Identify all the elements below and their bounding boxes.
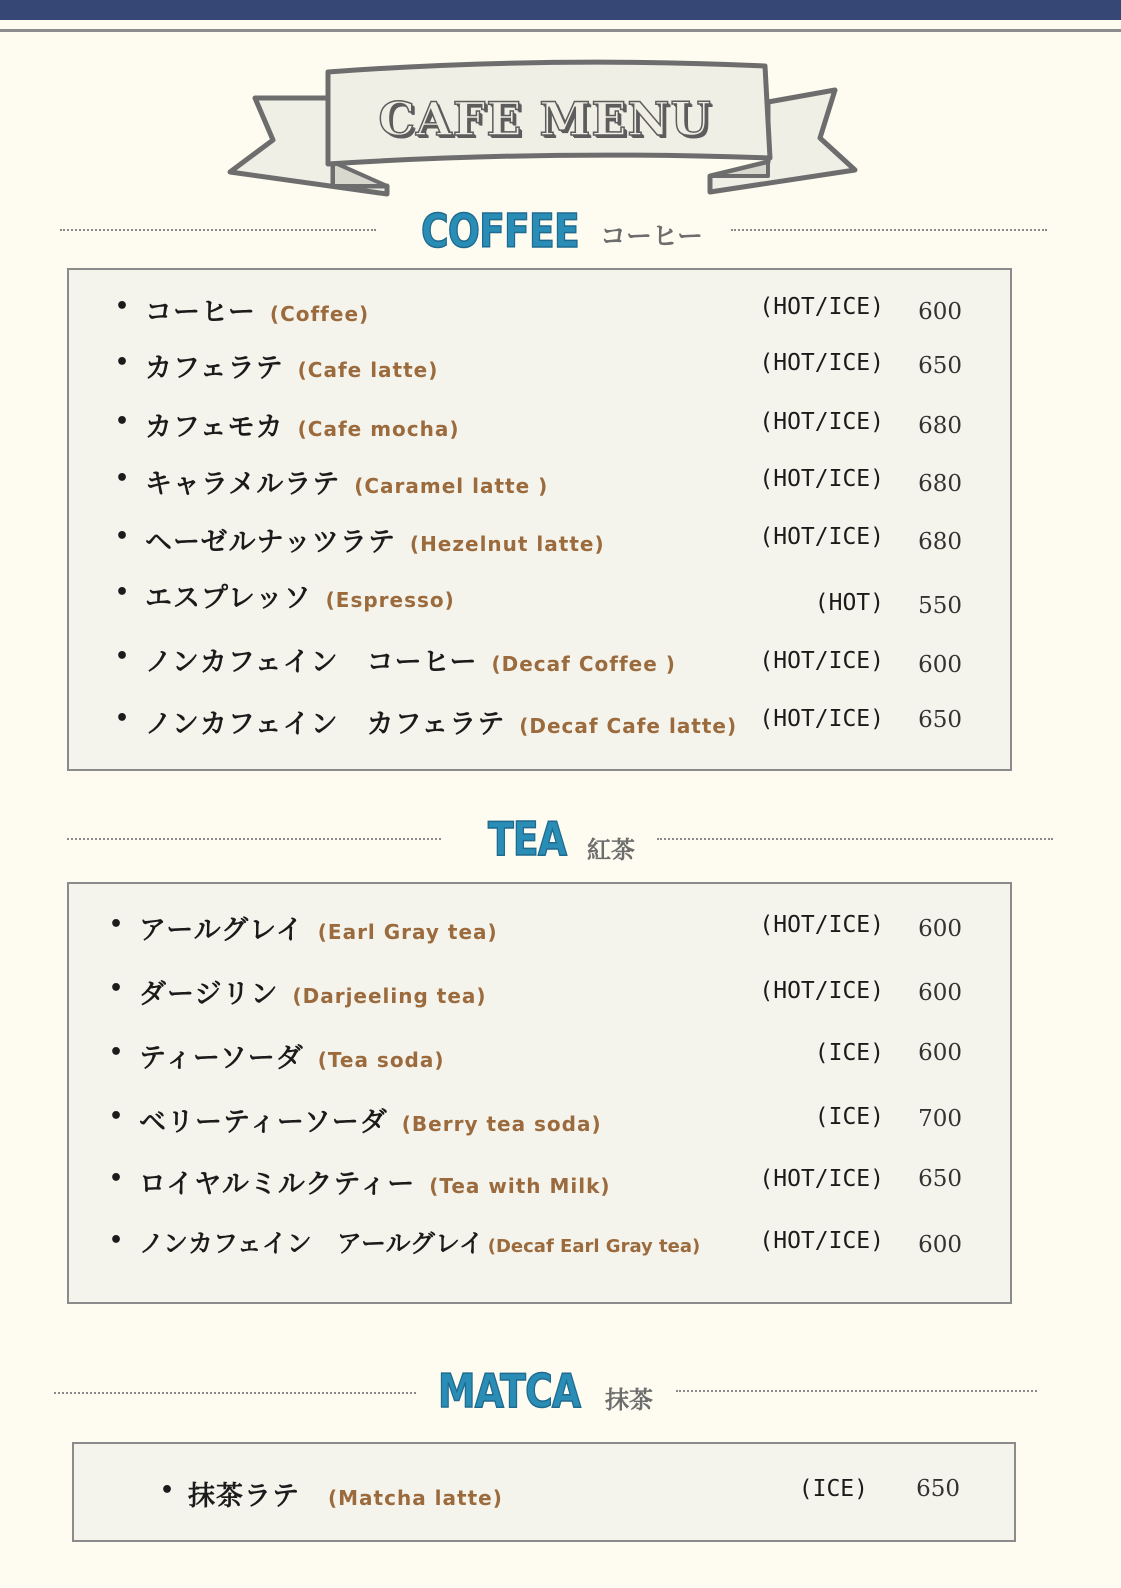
list-item: [69, 1224, 1010, 1264]
item-price: 700: [918, 1106, 962, 1132]
item-price: 600: [918, 980, 962, 1006]
list-item: [69, 405, 1010, 445]
list-item: [69, 576, 1010, 619]
section-subtitle-tea: 紅茶: [587, 836, 635, 864]
item-temperature: (ICE): [814, 1104, 884, 1130]
item-english-name: (Earl Gray tea): [317, 920, 498, 944]
list-item: [69, 908, 1010, 948]
top-border-bar: [0, 0, 1121, 20]
section-title-matcha: MATCA: [438, 1364, 581, 1418]
bullet: •: [109, 1166, 124, 1191]
item-price: 600: [918, 1040, 962, 1066]
item-temperature: (HOT/ICE): [759, 1228, 884, 1254]
item-english-name: (Darjeeling tea): [292, 984, 487, 1008]
section-subtitle-coffee: コーヒー: [600, 222, 703, 252]
bullet: •: [115, 706, 130, 731]
list-item: [69, 290, 1010, 330]
tea-divider-right: [657, 838, 1053, 840]
bullet: •: [115, 409, 130, 434]
item-english-name: (Cafe latte): [297, 358, 439, 382]
item-temperature: (HOT/ICE): [759, 350, 884, 376]
item-temperature: (HOT/ICE): [759, 706, 884, 732]
list-item: [69, 972, 1010, 1012]
item-temperature: (ICE): [814, 1040, 884, 1066]
item-temperature: (HOT/ICE): [759, 294, 884, 320]
top-border-line: [0, 29, 1121, 32]
list-item: [69, 1036, 1010, 1076]
bullet: •: [115, 580, 130, 605]
list-item: [69, 640, 1010, 680]
bullet: •: [115, 524, 130, 549]
item-price: 650: [918, 1166, 962, 1192]
list-item: [74, 1474, 1014, 1514]
list-item: [69, 520, 1010, 560]
bullet: •: [115, 294, 130, 319]
coffee-divider-right: [731, 229, 1047, 231]
item-name: ティーソーダ (Tea soda): [139, 1043, 445, 1074]
item-name: カフェモカ (Cafe mocha): [145, 412, 460, 443]
matcha-divider-right: [676, 1390, 1037, 1392]
item-price: 650: [918, 707, 962, 733]
item-price: 600: [918, 652, 962, 678]
item-english-name: (Tea soda): [317, 1048, 445, 1072]
list-item: [69, 1162, 1010, 1202]
list-item: [69, 462, 1010, 502]
bullet: •: [109, 912, 124, 937]
item-name: ヘーゼルナッツラテ (Hezelnut latte): [145, 527, 605, 558]
item-price: 600: [918, 916, 962, 942]
list-item: [69, 702, 1010, 742]
matcha-panel: [72, 1442, 1016, 1542]
item-english-name: (Decaf Coffee ): [491, 652, 676, 676]
item-price: 680: [918, 413, 962, 439]
item-temperature: (HOT/ICE): [759, 912, 884, 938]
list-item: [69, 1100, 1010, 1140]
item-name: エスプレッソ (Espresso): [145, 583, 455, 614]
list-item: [69, 346, 1010, 386]
bullet: •: [160, 1478, 175, 1503]
item-name: ベリーティーソーダ (Berry tea soda): [139, 1107, 602, 1138]
item-english-name: (Decaf Cafe latte): [519, 714, 738, 738]
item-price: 600: [918, 299, 962, 325]
item-price: 600: [918, 1232, 962, 1258]
item-name: カフェラテ (Cafe latte): [145, 353, 439, 384]
matcha-divider-left: [54, 1392, 416, 1394]
tea-panel: [67, 882, 1012, 1304]
item-temperature: (ICE): [798, 1476, 868, 1502]
item-name: アールグレイ (Earl Gray tea): [139, 915, 498, 946]
item-english-name: (Cafe mocha): [297, 417, 460, 441]
item-temperature: (HOT/ICE): [759, 409, 884, 435]
item-name: ダージリン (Darjeeling tea): [139, 979, 487, 1010]
item-name: コーヒー (Coffee): [145, 297, 370, 328]
section-title-coffee: COFFEE: [421, 204, 579, 258]
item-english-name: (Berry tea soda): [401, 1112, 602, 1136]
item-temperature: (HOT/ICE): [759, 1166, 884, 1192]
bullet: •: [109, 976, 124, 1001]
item-name: ノンカフェイン カフェラテ (Decaf Cafe latte): [145, 709, 738, 740]
tea-divider-left: [67, 838, 441, 840]
coffee-divider-left: [60, 229, 376, 231]
item-price: 650: [916, 1476, 960, 1502]
item-english-name: (Caramel latte ): [354, 474, 549, 498]
item-price: 650: [918, 353, 962, 379]
item-price: 680: [918, 529, 962, 555]
item-name: ノンカフェイン コーヒー (Decaf Coffee ): [145, 647, 676, 678]
menu-title: CAFE MENU: [378, 92, 712, 146]
item-name: ノンカフェイン アールグレイ (Decaf Earl Gray tea): [139, 1229, 701, 1258]
bullet: •: [109, 1104, 124, 1129]
item-price: 680: [918, 471, 962, 497]
section-title-tea: TEA: [488, 812, 567, 866]
item-temperature: (HOT/ICE): [759, 524, 884, 550]
item-name: ロイヤルミルクティー (Tea with Milk): [139, 1169, 611, 1200]
item-temperature: (HOT/ICE): [759, 978, 884, 1004]
item-english-name: (Coffee): [269, 302, 370, 326]
item-english-name: (Espresso): [325, 588, 455, 612]
item-name: キャラメルラテ (Caramel latte ): [145, 469, 549, 500]
bullet: •: [115, 466, 130, 491]
item-temperature: (HOT/ICE): [759, 648, 884, 674]
item-temperature: (HOT): [814, 590, 884, 616]
bullet: •: [109, 1228, 124, 1253]
section-subtitle-matcha: 抹茶: [605, 1386, 653, 1414]
item-temperature: (HOT/ICE): [759, 466, 884, 492]
item-english-name: (Matcha latte): [328, 1486, 503, 1510]
coffee-panel: [67, 268, 1012, 771]
bullet: •: [115, 644, 130, 669]
item-english-name: (Hezelnut latte): [409, 532, 605, 556]
bullet: •: [109, 1040, 124, 1065]
item-name: 抹茶ラテ (Matcha latte): [188, 1481, 503, 1512]
item-english-name: (Tea with Milk): [429, 1174, 611, 1198]
bullet: •: [115, 350, 130, 375]
item-english-name: (Decaf Earl Gray tea): [487, 1236, 701, 1257]
item-price: 550: [918, 593, 962, 619]
